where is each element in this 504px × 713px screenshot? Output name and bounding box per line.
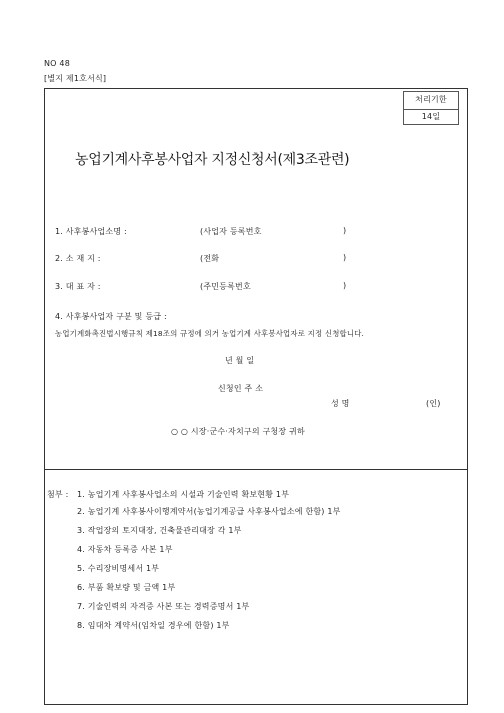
attachment-item: 5. 수리장비명세서 1부 xyxy=(77,564,160,573)
date-line: 년 월 일 xyxy=(225,356,255,365)
form-tag: [별지 제1호서식] xyxy=(44,74,107,83)
attachment-item: 1. 농업기계 사후봉사업소의 시설과 기술인력 확보현황 1부 xyxy=(77,490,290,499)
field-close-paren: ) xyxy=(343,253,347,262)
attachments-prefix: 첨부 : xyxy=(47,490,69,499)
field-business-name-label: 1. 사후봉사업소명 : xyxy=(55,227,127,236)
field-close-paren: ) xyxy=(343,281,347,290)
field-phone-label: (전화 xyxy=(200,254,220,263)
field-resident-number-label: (주민등록번호 xyxy=(200,282,251,291)
application-statement: 농업기계화촉진법시행규칙 제18조의 규정에 의거 농업기계 사후봉사업자로 지정 신청합니다. xyxy=(55,329,365,338)
addressee: ○ ○ 시장·군수·자치구의 구청장 귀하 xyxy=(171,427,305,436)
application-form xyxy=(44,88,468,705)
field-location-label: 2. 소 재 지 : xyxy=(55,254,101,263)
attachment-item: 8. 임대차 계약서(임차일 경우에 한함) 1부 xyxy=(77,621,230,630)
attachment-item: 3. 작업장의 토지대장, 건축물관리대장 각 1부 xyxy=(77,526,242,535)
form-number: NO 48 xyxy=(44,59,71,68)
attachment-item: 6. 부품 확보량 및 금액 1부 xyxy=(77,583,176,592)
field-business-reg-label: (사업자 등록번호 xyxy=(200,227,262,236)
deadline-label: 처리기한 xyxy=(404,94,458,110)
document-title: 농업기계사후봉사업자 지정신청서(제3조관련) xyxy=(75,152,350,168)
attachment-item: 7. 기술인력의 자격증 사본 또는 경력증명서 1부 xyxy=(77,602,250,611)
field-close-paren: ) xyxy=(343,226,347,235)
attachments-section xyxy=(45,469,467,705)
attachment-item: 4. 자동차 등록증 사본 1부 xyxy=(77,545,173,554)
section-classification-label: 4. 사후봉사업자 구분 및 등급 : xyxy=(55,312,167,321)
seal-label: (인) xyxy=(426,399,441,408)
processing-deadline-box xyxy=(403,91,459,125)
applicant-address-label: 신청인 주 소 xyxy=(218,384,264,393)
deadline-value: 14일 xyxy=(421,112,441,121)
applicant-name-label: 성 명 xyxy=(331,399,350,408)
attachment-item: 2. 농업기계 사후봉사이행계약서(농업기계공급 사후봉사업소에 한함) 1부 xyxy=(77,507,341,516)
field-representative-label: 3. 대 표 자 : xyxy=(55,282,101,291)
